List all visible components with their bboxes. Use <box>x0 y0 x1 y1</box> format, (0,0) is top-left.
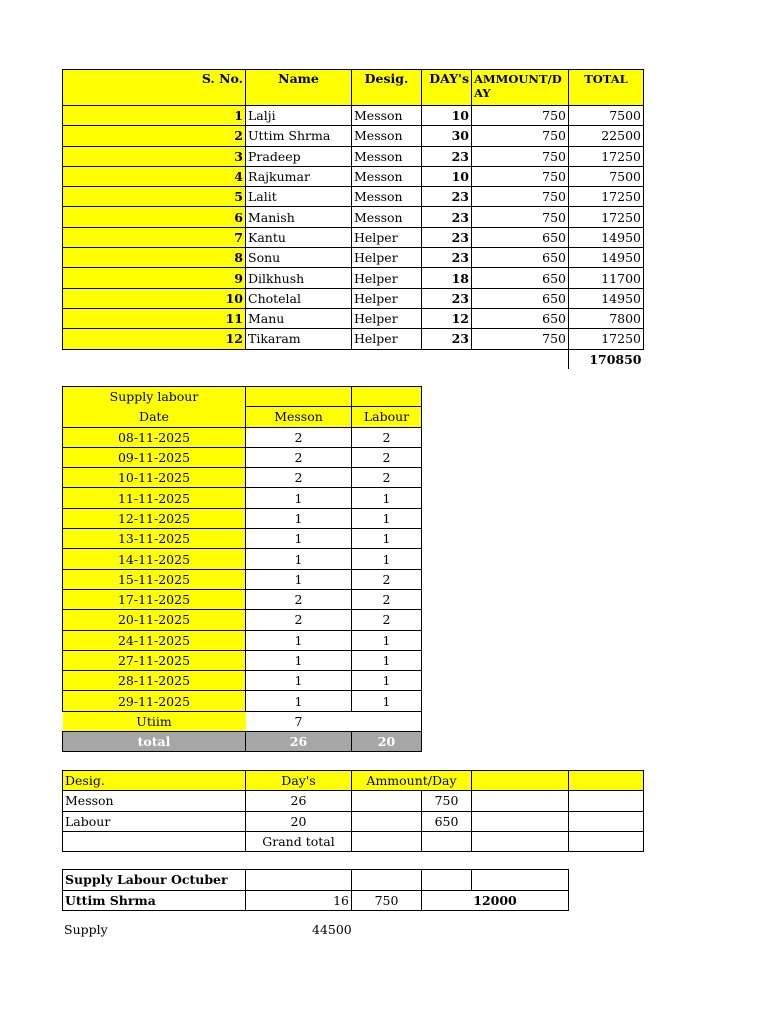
summary-row <box>63 791 644 811</box>
row-sno: 12 <box>63 329 246 349</box>
row-days: 23 <box>422 227 472 247</box>
summary-table <box>62 770 644 852</box>
supply-total-label: total <box>63 732 246 752</box>
row-total: 17250 <box>569 146 644 166</box>
supply-messon: 1 <box>246 488 352 508</box>
row-total: 17250 <box>569 207 644 227</box>
supply-total-labour: 20 <box>352 732 422 752</box>
wages-row <box>63 288 644 308</box>
supply-total-messon: 26 <box>246 732 352 752</box>
row-total: 11700 <box>569 268 644 288</box>
header-desig: Desig. <box>352 70 422 106</box>
row-name: Lalit <box>246 187 352 207</box>
supply-messon: 1 <box>246 529 352 549</box>
row-rate: 650 <box>472 248 569 268</box>
row-desig: Messon <box>352 126 422 146</box>
row-days: 10 <box>422 106 472 126</box>
supply-utiim-value: 7 <box>294 713 303 729</box>
supply-messon: 1 <box>246 691 352 711</box>
empty-cell <box>422 349 472 369</box>
supply-date: 09-11-2025 <box>63 447 246 467</box>
row-desig: Helper <box>352 288 422 308</box>
supply-date: 24-11-2025 <box>63 630 246 650</box>
supply-messon: 1 <box>246 671 352 691</box>
row-total: 14950 <box>569 227 644 247</box>
supply-row <box>63 447 422 467</box>
supply-messon: 2 <box>246 468 352 488</box>
wages-row <box>63 308 644 328</box>
wages-row <box>63 106 644 126</box>
summary-rate: 650 <box>422 811 472 831</box>
row-desig: Messon <box>352 187 422 207</box>
supply-labour: 1 <box>352 488 422 508</box>
supply-messon: 1 <box>246 549 352 569</box>
row-days: 23 <box>422 146 472 166</box>
supply-labour-table <box>62 386 422 752</box>
supply-date: 20-11-2025 <box>63 610 246 630</box>
empty-cell <box>472 349 569 369</box>
wages-row <box>63 248 644 268</box>
supply-date: 13-11-2025 <box>63 529 246 549</box>
wages-grand-total: 170850 <box>569 349 644 369</box>
supply-labour: 1 <box>352 630 422 650</box>
supply-messon: 1 <box>246 630 352 650</box>
summary-header-amount: Ammount/Day <box>352 771 472 791</box>
header-amount <box>472 70 569 106</box>
supply-row <box>63 549 422 569</box>
supply-date: 08-11-2025 <box>63 427 246 447</box>
row-desig: Helper <box>352 248 422 268</box>
summary-rate: 750 <box>422 791 472 811</box>
row-name: Manish <box>246 207 352 227</box>
row-rate: 750 <box>472 187 569 207</box>
wages-row <box>63 187 644 207</box>
row-desig: Helper <box>352 329 422 349</box>
header-name: Name <box>246 70 352 106</box>
row-desig: Helper <box>352 308 422 328</box>
supply-messon: 1 <box>246 569 352 589</box>
wages-grand-total-row <box>63 349 644 369</box>
summary-header-row <box>63 771 644 791</box>
wages-row <box>63 227 644 247</box>
supply-header-row <box>63 407 422 427</box>
row-name: Chotelal <box>246 288 352 308</box>
october-row <box>63 890 569 911</box>
row-desig: Helper <box>352 268 422 288</box>
wages-table <box>62 69 644 369</box>
supply-date: 14-11-2025 <box>63 549 246 569</box>
summary-desig: Labour <box>63 811 246 831</box>
supply-date: 27-11-2025 <box>63 650 246 670</box>
supply-utiim-label: Utiim <box>63 711 246 731</box>
row-total: 14950 <box>569 288 644 308</box>
wages-row <box>63 207 644 227</box>
supply-header-labour: Labour <box>352 407 422 427</box>
row-rate: 750 <box>472 166 569 186</box>
supply-row <box>63 488 422 508</box>
header-days: DAY's <box>422 70 472 106</box>
row-name: Uttim Shrma <box>246 126 352 146</box>
supply-row <box>63 508 422 528</box>
summary-days: 26 <box>246 791 352 811</box>
row-sno: 6 <box>63 207 246 227</box>
october-name: Uttim Shrma <box>63 890 246 911</box>
row-name: Rajkumar <box>246 166 352 186</box>
row-sno: 5 <box>63 187 246 207</box>
october-rate: 750 <box>352 890 422 911</box>
supply-messon: 2 <box>246 427 352 447</box>
row-desig: Helper <box>352 227 422 247</box>
row-days: 10 <box>422 166 472 186</box>
row-rate: 750 <box>472 329 569 349</box>
supply-row <box>63 671 422 691</box>
supply-messon: 1 <box>246 650 352 670</box>
row-sno: 4 <box>63 166 246 186</box>
row-desig: Messon <box>352 166 422 186</box>
supply-messon: 2 <box>246 589 352 609</box>
summary-grand-total-row <box>63 831 644 851</box>
empty-cell <box>246 349 352 369</box>
row-total: 7500 <box>569 166 644 186</box>
supply-labour: 1 <box>352 549 422 569</box>
supply-label: Supply <box>64 922 108 937</box>
row-sno: 9 <box>63 268 246 288</box>
summary-header-desig: Desig. <box>63 771 246 791</box>
row-name: Manu <box>246 308 352 328</box>
wages-header-row <box>63 70 644 106</box>
october-title: Supply Labour Octuber <box>63 870 246 891</box>
supply-row <box>63 610 422 630</box>
row-desig: Messon <box>352 207 422 227</box>
row-name: Pradeep <box>246 146 352 166</box>
row-days: 30 <box>422 126 472 146</box>
row-rate: 750 <box>472 126 569 146</box>
october-amount: 12000 <box>422 890 569 911</box>
supply-labour: 2 <box>352 569 422 589</box>
supply-labour: 2 <box>352 447 422 467</box>
supply-row <box>63 650 422 670</box>
supply-labour: 2 <box>352 427 422 447</box>
empty-cell <box>352 711 422 731</box>
summary-desig: Messon <box>63 791 246 811</box>
wages-row <box>63 126 644 146</box>
row-name: Lalji <box>246 106 352 126</box>
empty-cell <box>352 349 422 369</box>
row-total: 17250 <box>569 187 644 207</box>
row-total: 17250 <box>569 329 644 349</box>
supply-messon: 2 <box>246 447 352 467</box>
summary-header-days: Day's <box>246 771 352 791</box>
header-sno: S. No. <box>63 70 246 106</box>
row-rate: 650 <box>472 308 569 328</box>
row-days: 23 <box>422 288 472 308</box>
row-desig: Messon <box>352 106 422 126</box>
wages-row <box>63 146 644 166</box>
supply-messon: 2 <box>246 610 352 630</box>
supply-title: Supply labour <box>63 387 246 407</box>
supply-labour: 1 <box>352 671 422 691</box>
wages-row <box>63 268 644 288</box>
row-rate: 750 <box>472 146 569 166</box>
supply-date: 17-11-2025 <box>63 589 246 609</box>
supply-header-messon: Messon <box>246 407 352 427</box>
supply-labour: 1 <box>352 508 422 528</box>
row-total: 22500 <box>569 126 644 146</box>
supply-header-date: Date <box>63 407 246 427</box>
supply-date: 28-11-2025 <box>63 671 246 691</box>
row-sno: 11 <box>63 308 246 328</box>
supply-labour: 1 <box>352 529 422 549</box>
supply-utiim-row <box>63 711 422 731</box>
supply-labour: 1 <box>352 650 422 670</box>
row-name: Dilkhush <box>246 268 352 288</box>
supply-row <box>63 468 422 488</box>
row-sno: 3 <box>63 146 246 166</box>
october-table <box>62 869 569 911</box>
row-days: 23 <box>422 187 472 207</box>
row-rate: 650 <box>472 268 569 288</box>
supply-date: 12-11-2025 <box>63 508 246 528</box>
row-days: 23 <box>422 329 472 349</box>
supply-row <box>63 569 422 589</box>
october-days: 16 <box>246 890 352 911</box>
supply-date: 15-11-2025 <box>63 569 246 589</box>
supply-row <box>63 630 422 650</box>
row-days: 12 <box>422 308 472 328</box>
supply-value: 44500 <box>312 922 352 937</box>
supply-row <box>63 589 422 609</box>
row-rate: 650 <box>472 288 569 308</box>
row-total: 14950 <box>569 248 644 268</box>
row-total: 7800 <box>569 308 644 328</box>
row-days: 23 <box>422 207 472 227</box>
row-rate: 750 <box>472 207 569 227</box>
wages-row <box>63 329 644 349</box>
row-rate: 750 <box>472 106 569 126</box>
summary-grand-total-label: Grand total <box>246 831 352 851</box>
supply-row <box>63 691 422 711</box>
october-title-row <box>63 870 569 891</box>
supply-row <box>63 529 422 549</box>
empty-cell <box>63 349 246 369</box>
row-sno: 2 <box>63 126 246 146</box>
supply-date: 10-11-2025 <box>63 468 246 488</box>
supply-date: 11-11-2025 <box>63 488 246 508</box>
wages-row <box>63 166 644 186</box>
supply-total-row <box>63 732 422 752</box>
supply-labour: 2 <box>352 610 422 630</box>
supply-date: 29-11-2025 <box>63 691 246 711</box>
row-days: 18 <box>422 268 472 288</box>
header-amount-line1: AMMOUNT/D <box>474 72 562 86</box>
row-sno: 10 <box>63 288 246 308</box>
row-name: Kantu <box>246 227 352 247</box>
supply-labour: 1 <box>352 691 422 711</box>
summary-row <box>63 811 644 831</box>
row-sno: 7 <box>63 227 246 247</box>
row-rate: 650 <box>472 227 569 247</box>
summary-days: 20 <box>246 811 352 831</box>
row-sno: 8 <box>63 248 246 268</box>
row-desig: Messon <box>352 146 422 166</box>
row-days: 23 <box>422 248 472 268</box>
header-amount-line2: AY <box>474 86 491 100</box>
row-sno: 1 <box>63 106 246 126</box>
supply-labour: 2 <box>352 589 422 609</box>
supply-labour: 2 <box>352 468 422 488</box>
row-name: Tikaram <box>246 329 352 349</box>
supply-messon: 1 <box>246 508 352 528</box>
header-total: TOTAL <box>569 70 644 106</box>
row-name: Sonu <box>246 248 352 268</box>
supply-row <box>63 427 422 447</box>
supply-title-row <box>63 387 422 407</box>
row-total: 7500 <box>569 106 644 126</box>
